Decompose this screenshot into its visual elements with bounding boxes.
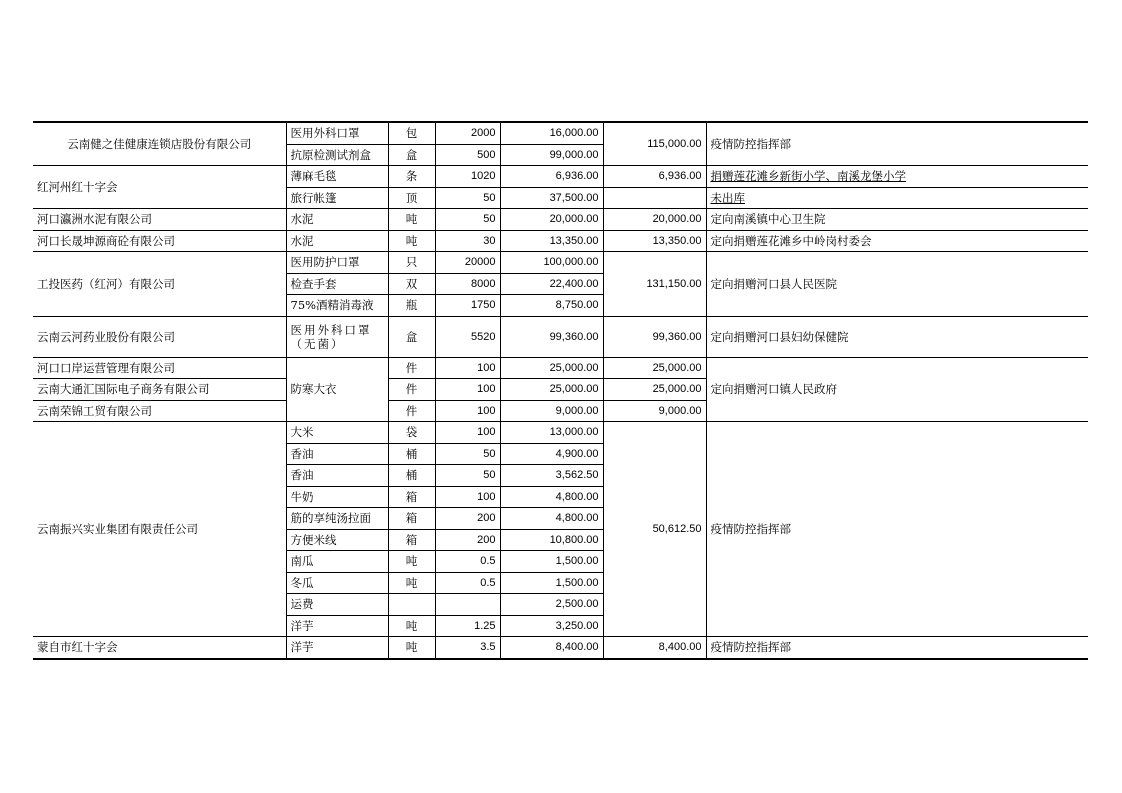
amount-cell: 25,000.00 <box>500 357 603 379</box>
qty-cell: 500 <box>435 144 500 166</box>
item-cell: 洋芋 <box>286 637 388 659</box>
item-cell: 医用外科口罩 <box>286 122 388 144</box>
unit-cell: 件 <box>388 357 435 379</box>
item-cell: 检查手套 <box>286 273 388 295</box>
qty-cell: 0.5 <box>435 551 500 573</box>
amount-cell: 37,500.00 <box>500 187 603 209</box>
total-cell: 131,150.00 <box>603 252 706 317</box>
amount-cell: 8,750.00 <box>500 295 603 317</box>
unit-cell: 吨 <box>388 209 435 231</box>
qty-cell: 100 <box>435 400 500 422</box>
total-cell: 8,400.00 <box>603 637 706 659</box>
qty-cell: 200 <box>435 529 500 551</box>
item-cell: 75%酒精消毒液 <box>286 295 388 317</box>
table-row <box>33 209 1088 231</box>
amount-cell: 13,000.00 <box>500 422 603 444</box>
unit-cell: 件 <box>388 400 435 422</box>
qty-cell: 100 <box>435 486 500 508</box>
amount-cell: 8,400.00 <box>500 637 603 659</box>
qty-cell: 100 <box>435 422 500 444</box>
total-cell: 6,936.00 <box>603 166 706 188</box>
total-cell <box>603 187 706 209</box>
recipient-cell: 疫情防控指挥部 <box>706 422 1088 637</box>
total-cell: 13,350.00 <box>603 230 706 252</box>
unit-cell: 只 <box>388 252 435 274</box>
donor-cell: 河口瀛洲水泥有限公司 <box>33 209 286 231</box>
item-cell: 方便米线 <box>286 529 388 551</box>
donor-cell: 蒙自市红十字会 <box>33 637 286 659</box>
qty-cell: 2000 <box>435 122 500 144</box>
amount-cell: 100,000.00 <box>500 252 603 274</box>
total-cell: 115,000.00 <box>603 122 706 166</box>
item-cell: 薄麻毛毯 <box>286 166 388 188</box>
unit-cell: 件 <box>388 379 435 401</box>
item-cell: 水泥 <box>286 230 388 252</box>
donor-cell: 云南振兴实业集团有限责任公司 <box>33 422 286 637</box>
amount-cell: 1,500.00 <box>500 551 603 573</box>
donor-cell: 工投医药（红河）有限公司 <box>33 252 286 317</box>
recipient-cell: 疫情防控指挥部 <box>706 122 1088 166</box>
donation-table <box>33 121 1088 660</box>
unit-cell: 双 <box>388 273 435 295</box>
table-row <box>33 316 1088 357</box>
unit-cell: 顶 <box>388 187 435 209</box>
recipient-cell: 定向捐赠河口县人民医院 <box>706 252 1088 317</box>
qty-cell: 3.5 <box>435 637 500 659</box>
amount-cell: 16,000.00 <box>500 122 603 144</box>
amount-cell: 25,000.00 <box>500 379 603 401</box>
total-cell: 25,000.00 <box>603 357 706 379</box>
recipient-cell: 定向捐赠河口县妇幼保健院 <box>706 316 1088 357</box>
table-row <box>33 422 1088 444</box>
item-cell: 洋芋 <box>286 615 388 637</box>
donor-cell: 红河州红十字会 <box>33 166 286 209</box>
item-cell: 运费 <box>286 594 388 616</box>
qty-cell: 1.25 <box>435 615 500 637</box>
unit-cell: 桶 <box>388 443 435 465</box>
amount-cell: 4,800.00 <box>500 486 603 508</box>
table-row <box>33 230 1088 252</box>
item-cell: 筋的享纯汤拉面 <box>286 508 388 530</box>
total-cell: 99,360.00 <box>603 316 706 357</box>
unit-cell: 盒 <box>388 144 435 166</box>
qty-cell: 200 <box>435 508 500 530</box>
unit-cell: 盒 <box>388 316 435 357</box>
item-cell: 水泥 <box>286 209 388 231</box>
recipient-cell: 捐赠莲花滩乡新街小学、南溪龙堡小学 <box>706 166 1088 188</box>
unit-cell: 条 <box>388 166 435 188</box>
amount-cell: 1,500.00 <box>500 572 603 594</box>
qty-cell: 50 <box>435 443 500 465</box>
recipient-cell: 定向捐赠莲花滩乡中岭岗村委会 <box>706 230 1088 252</box>
donor-cell: 云南云河药业股份有限公司 <box>33 316 286 357</box>
qty-cell: 30 <box>435 230 500 252</box>
item-cell: 南瓜 <box>286 551 388 573</box>
unit-cell: 桶 <box>388 465 435 487</box>
recipient-cell: 未出库 <box>706 187 1088 209</box>
qty-cell: 50 <box>435 209 500 231</box>
item-cell: 香油 <box>286 443 388 465</box>
item-cell: 医用防护口罩 <box>286 252 388 274</box>
unit-cell: 袋 <box>388 422 435 444</box>
donor-cell: 河口长晟坤源商砼有限公司 <box>33 230 286 252</box>
donor-cell: 云南大通汇国际电子商务有限公司 <box>33 379 286 401</box>
qty-cell: 1750 <box>435 295 500 317</box>
amount-cell: 9,000.00 <box>500 400 603 422</box>
table-row <box>33 357 1088 379</box>
qty-cell: 1020 <box>435 166 500 188</box>
item-cell: 医用外科口罩（无菌） <box>286 316 388 357</box>
amount-cell: 3,250.00 <box>500 615 603 637</box>
qty-cell <box>435 594 500 616</box>
amount-cell: 22,400.00 <box>500 273 603 295</box>
unit-cell: 包 <box>388 122 435 144</box>
recipient-cell: 疫情防控指挥部 <box>706 637 1088 659</box>
amount-cell: 20,000.00 <box>500 209 603 231</box>
unit-cell: 吨 <box>388 637 435 659</box>
item-cell: 防寒大衣 <box>286 357 388 422</box>
unit-cell: 瓶 <box>388 295 435 317</box>
table-row <box>33 637 1088 659</box>
item-cell: 香油 <box>286 465 388 487</box>
qty-cell: 0.5 <box>435 572 500 594</box>
amount-cell: 10,800.00 <box>500 529 603 551</box>
unit-cell: 箱 <box>388 486 435 508</box>
unit-cell <box>388 594 435 616</box>
qty-cell: 8000 <box>435 273 500 295</box>
amount-cell: 4,800.00 <box>500 508 603 530</box>
unit-cell: 吨 <box>388 572 435 594</box>
item-cell: 抗原检测试剂盒 <box>286 144 388 166</box>
unit-cell: 吨 <box>388 615 435 637</box>
qty-cell: 100 <box>435 379 500 401</box>
item-cell: 牛奶 <box>286 486 388 508</box>
unit-cell: 箱 <box>388 529 435 551</box>
qty-cell: 100 <box>435 357 500 379</box>
donor-cell: 云南健之佳健康连锁店股份有限公司 <box>33 122 286 166</box>
amount-cell: 99,360.00 <box>500 316 603 357</box>
amount-cell: 3,562.50 <box>500 465 603 487</box>
total-cell: 50,612.50 <box>603 422 706 637</box>
recipient-cell: 定向捐赠河口镇人民政府 <box>706 357 1088 422</box>
item-cell: 旅行帐篷 <box>286 187 388 209</box>
qty-cell: 20000 <box>435 252 500 274</box>
table-row <box>33 166 1088 188</box>
total-cell: 20,000.00 <box>603 209 706 231</box>
total-cell: 25,000.00 <box>603 379 706 401</box>
qty-cell: 50 <box>435 187 500 209</box>
unit-cell: 吨 <box>388 551 435 573</box>
table-row <box>33 252 1088 274</box>
amount-cell: 13,350.00 <box>500 230 603 252</box>
donor-cell: 河口口岸运营管理有限公司 <box>33 357 286 379</box>
qty-cell: 5520 <box>435 316 500 357</box>
table-row <box>33 122 1088 144</box>
recipient-cell: 定向南溪镇中心卫生院 <box>706 209 1088 231</box>
amount-cell: 6,936.00 <box>500 166 603 188</box>
total-cell: 9,000.00 <box>603 400 706 422</box>
item-cell: 冬瓜 <box>286 572 388 594</box>
item-cell: 大米 <box>286 422 388 444</box>
qty-cell: 50 <box>435 465 500 487</box>
unit-cell: 吨 <box>388 230 435 252</box>
donor-cell: 云南荣锦工贸有限公司 <box>33 400 286 422</box>
amount-cell: 4,900.00 <box>500 443 603 465</box>
amount-cell: 2,500.00 <box>500 594 603 616</box>
amount-cell: 99,000.00 <box>500 144 603 166</box>
unit-cell: 箱 <box>388 508 435 530</box>
